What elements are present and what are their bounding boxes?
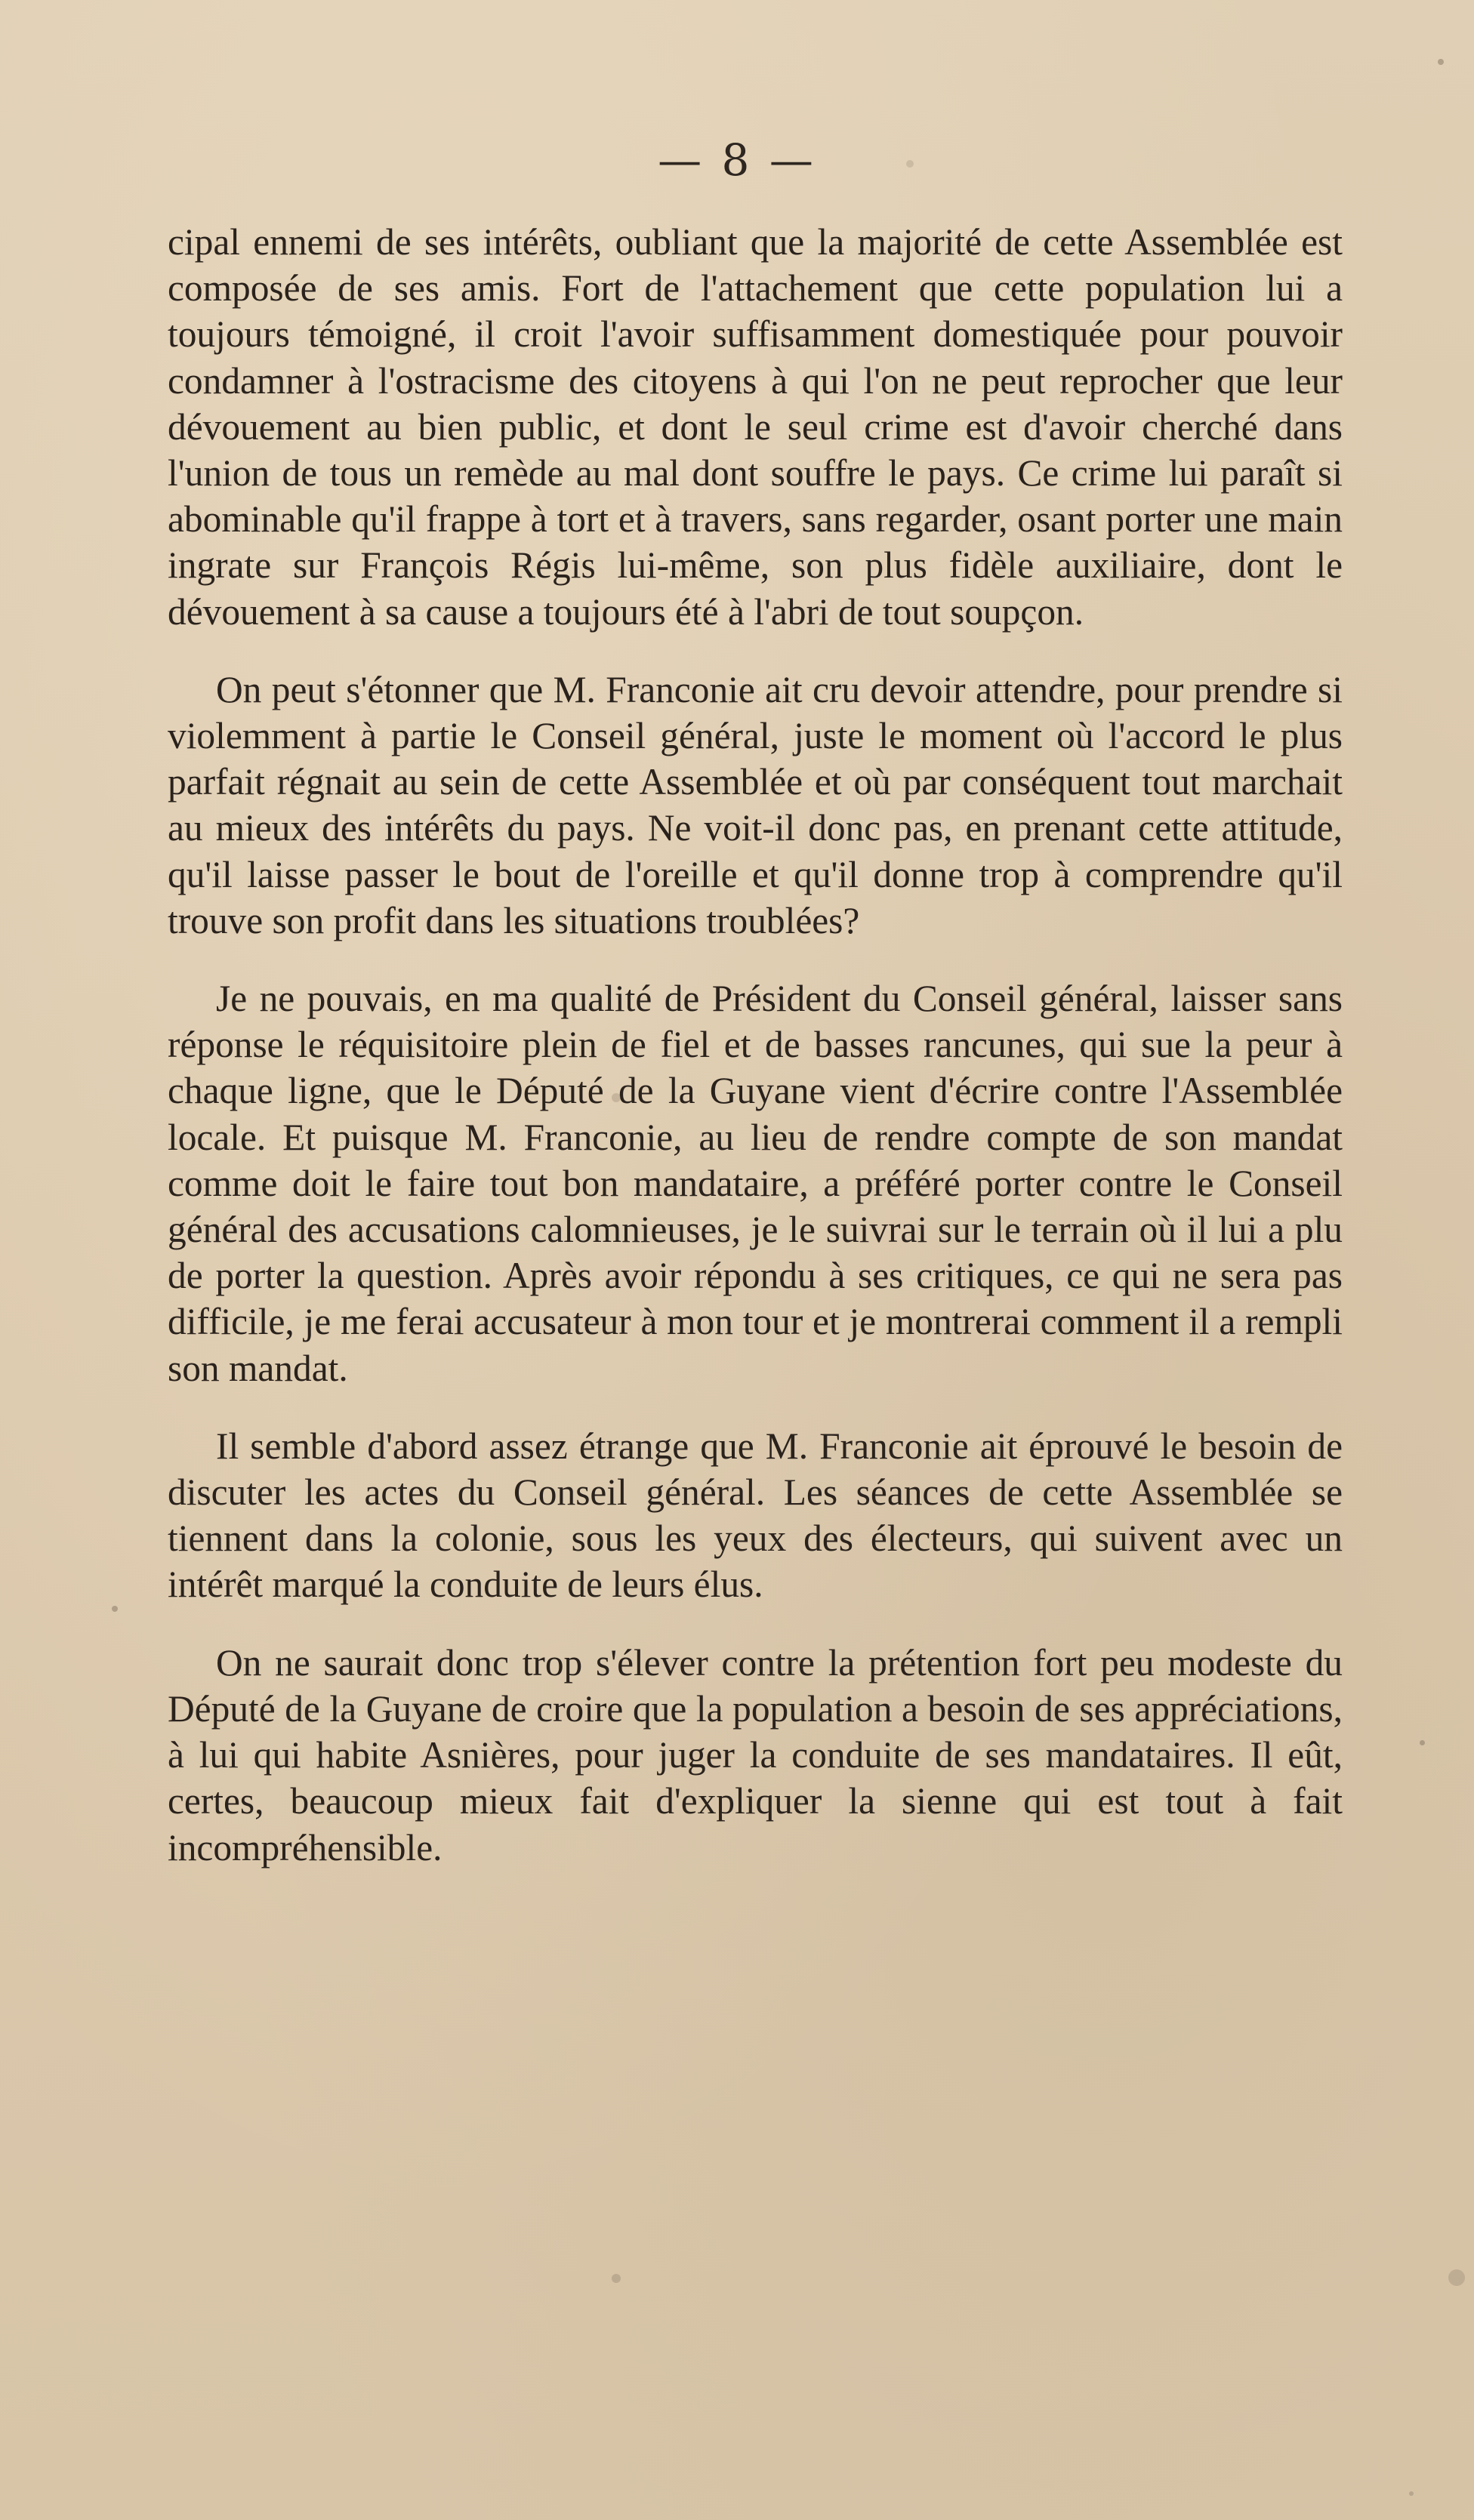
paragraph-2: On peut s'étonner que M. Franconie ait cru devoir attendre, pour prendre si violemment à partie le Conseil général, juste le moment où l'accord le plus parfait régnait au sein de cette Assemblée et où par conséquent tout marchait au mieux des intérêts du pays. Ne voit-il donc pas, en prenant cette attitude, qu'il laisse passer le bout de l'oreille et qu'il donne trop à comprendre qu'il trouve son profit dans les situations troublées? <box>168 668 1343 941</box>
page-number: — 8 — <box>658 134 816 186</box>
paragraph-5: On ne saurait donc trop s'élever contre la prétention fort peu modeste du Député de la Guyane de croire que la population a besoin de ses appréciations, à lui qui habite Asnières, pour juger la conduite de ses mandataires. Il eût, certes, beaucoup mieux fait d'expliquer la sienne qui est tout à fait incompréhensible. <box>168 1641 1343 1868</box>
paragraph-1: cipal ennemi de ses intérêts, oubliant que la majorité de cette Assemblée est composée de ses amis. Fort de l'attachement que cette population lui a toujours témoigné, il croit l'avoir suffisamment domestiquée pour pouvoir condamner à l'ostracisme des citoyens à qui l'on ne peut reprocher que leur dévouement au bien public, et dont le seul crime est d'avoir cherché dans l'union de tous un remède au mal dont souffre le pays. Ce crime lui paraît si abominable qu'il frappe à tort et à travers, sans regarder, osant porter une main ingrate sur François Régis lui-même, son plus fidèle auxiliaire, dont le dévouement à sa cause a toujours été à l'abri de tout soupçon. <box>168 221 1343 633</box>
paper-speck <box>906 160 914 168</box>
paper-speck <box>1409 2491 1414 2496</box>
paper-speck <box>612 1093 621 1102</box>
paper-speck <box>1448 2269 1465 2286</box>
paper-speck <box>1420 1740 1425 1745</box>
paper-speck <box>1438 59 1444 65</box>
paper-speck <box>612 2274 621 2283</box>
paper-speck <box>112 1606 118 1612</box>
body-text <box>168 219 1343 1902</box>
paragraph-4: Il semble d'abord assez étrange que M. Franconie ait éprouvé le besoin de discuter les actes du Conseil général. Les séances de cette Assemblée se tiennent dans la colonie, sous les yeux des électeurs, qui suivent avec un intérêt marqué la conduite de leurs élus. <box>168 1425 1343 1606</box>
paragraph-3: Je ne pouvais, en ma qualité de Président du Conseil général, laisser sans réponse le réquisitoire plein de fiel et de basses rancunes, qui sue la peur à chaque ligne, que le Député de la Guyane vient d'écrire contre l'Assemblée locale. Et puisque M. Franconie, au lieu de rendre compte de son mandat comme doit le faire tout bon mandataire, a préféré porter contre le Conseil général des accusations calomnieuses, je le suivrai sur le terrain où il lui a plu de porter la question. Après avoir répondu à ses critiques, ce qui ne sera pas difficile, je me ferai accusateur à mon tour et je montrerai comment il a rempli son mandat. <box>168 978 1343 1389</box>
